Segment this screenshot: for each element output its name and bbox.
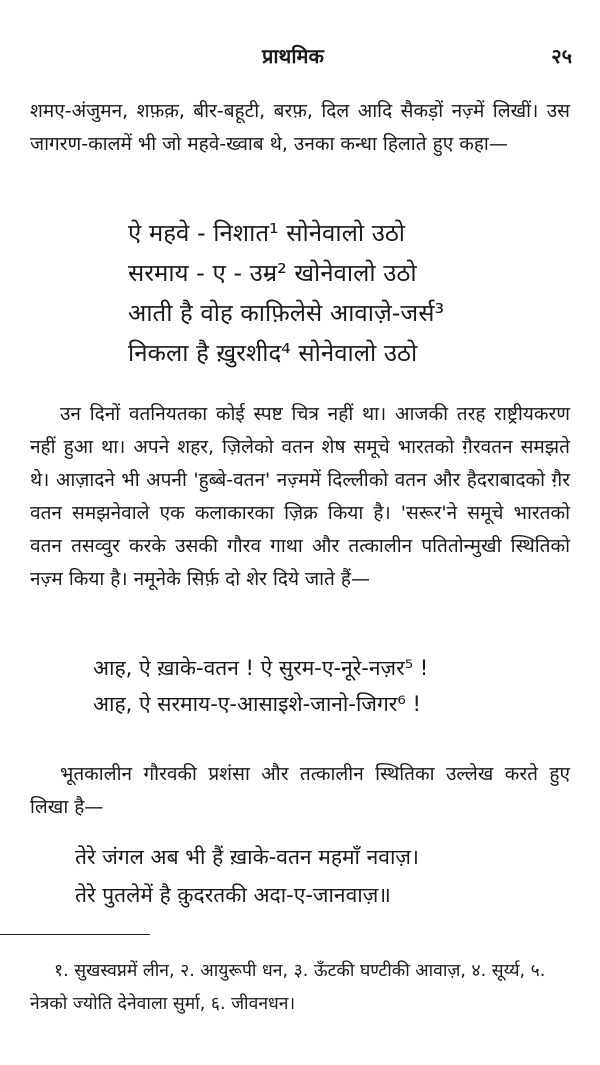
verse-line: निकला है ख़ुरशीद⁴ सोनेवालो उठो <box>128 339 418 367</box>
page-number: २५ <box>551 44 572 68</box>
running-head: प्राथमिक <box>262 44 324 68</box>
verse-block-2 <box>93 650 428 722</box>
verse-line: आह, ऐ सरमाय-ए-आसाइशे-जानो-जिगर⁶ ! <box>93 692 421 716</box>
page-header <box>0 38 600 78</box>
footnote-rule <box>0 934 150 935</box>
footnotes-text: १. सुखस्वप्नमें लीन, २. आयुरूपी धन, ३. ऊँटकी घण्टीकी आवाज़, ४. सूर्य्य, ५. नेत्रको ज्योति देनेवाला सुर्मा, ६. जीवनधन। <box>30 961 546 1014</box>
verse-line: तेरे पुतलेमें है क़ुदरतकी अदा-ए-जानवाज़॥ <box>75 883 391 907</box>
verse-block-1 <box>128 213 444 373</box>
verse-line: सरमाय - ए - उम्र² खोनेवालो उठो <box>128 259 417 287</box>
paragraph-3-text: भूतकालीन गौरवकी प्रशंसा और तत्कालीन स्थितिका उल्लेख करते हुए लिखा है— <box>30 763 570 818</box>
paragraph-2-text: उन दिनों वतनियतका कोई स्पष्ट चित्र नहीं था। आजकी तरह राष्ट्रीयकरण नहीं हुआ था। अपने शहर, ज़िलेको वतन शेष समूचे भारतको ग़ैरवतन समझते थे। आज़ादने भी अपनी 'हुब्बे-वतन' नज़्ममें दिल्लीको वतन और हैदराबादको ग़ैर वतन समझनेवाले एक कलाकारका ज़िक्र किया है। 'सरूर'ने समूचे भारतको वतन तसव्वुर करके उसकी गौरव गाथा और तत्कालीन पतितोन्मुखी स्थितिको नज़्म किया है। नमूनेके सिर्फ़ दो शेर दिये जाते हैं— <box>30 403 570 590</box>
verse-block-3 <box>75 838 419 914</box>
verse-line: आती है वोह काफ़िलेसे आवाज़े-जर्स³ <box>128 299 445 327</box>
paragraph-2 <box>30 398 570 596</box>
verse-line: ऐ महवे - निशात¹ सोनेवालो उठो <box>128 219 406 247</box>
paragraph-1 <box>30 95 570 161</box>
verse-line: तेरे जंगल अब भी हैं ख़ाके-वतन महमाँ नवाज़। <box>75 845 419 869</box>
verse-line: आह, ऐ ख़ाके-वतन ! ऐ सुरम-ए-नूरे-नज़र⁵ ! <box>93 656 429 680</box>
paragraph-1-text: शमए-अंजुमन, शफ़क़, बीर-बहूटी, बरफ़, दिल आदि सैकड़ों नज़्में लिखीं। उस जागरण-कालमें भी जो महवे-ख्वाब थे, उनका कन्धा हिलाते हुए कहा— <box>30 100 570 155</box>
paragraph-3 <box>30 758 570 824</box>
footnotes <box>30 955 575 1021</box>
